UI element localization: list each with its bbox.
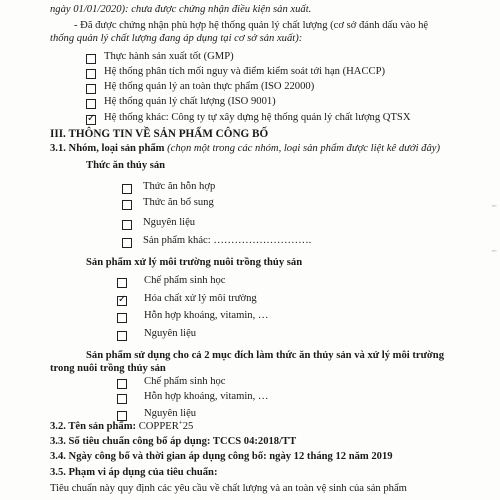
- env-label-raw: Nguyên liệu: [144, 328, 197, 339]
- qms-checkbox-iso22000[interactable]: [86, 84, 96, 94]
- s34-line: 3.4. Ngày công bố và thời gian áp dụng công bố: ngày 12 tháng 12 năm 2019: [50, 451, 393, 462]
- dual-checkbox-mineral[interactable]: [117, 394, 127, 404]
- dual-group-title-1: Sản phẩm sử dụng cho cả 2 mục đích làm thức ăn thủy sản và xử lý môi trường: [86, 350, 444, 361]
- dual-checkbox-raw[interactable]: [117, 411, 127, 421]
- env-checkbox-mineral[interactable]: [117, 313, 127, 323]
- intro-line-2-text: - Đã được chứng nhận phù hợp hệ thống quản lý chất lượng (cơ sở đánh dấu vào hệ: [74, 20, 429, 31]
- s32-line: [50, 418, 194, 433]
- qms-label-other: Hệ thống khác: Công ty tự xây dựng hệ thống quản lý chất lượng QTSX: [104, 112, 411, 123]
- qms-checkbox-other[interactable]: [86, 115, 96, 125]
- qms-label-iso22000: Hệ thống quản lý an toàn thực phẩm (ISO 22000): [104, 81, 315, 92]
- dual-checkbox-bio[interactable]: [117, 379, 127, 389]
- feed-label-raw: Nguyên liệu: [143, 217, 196, 228]
- s32-value: COPPER: [138, 421, 179, 432]
- env-label-mineral: Hỗn hợp khoáng, vitamin, …: [144, 310, 269, 321]
- dual-label-bio: Chế phẩm sinh học: [144, 376, 226, 387]
- feed-label-supplement: Thức ăn bổ sung: [143, 197, 214, 208]
- intro-line-2: [74, 20, 428, 32]
- env-checkbox-bio[interactable]: [117, 278, 127, 288]
- qms-label-iso9001: Hệ thống quản lý chất lượng (ISO 9001): [104, 96, 276, 107]
- qms-checkbox-gmp[interactable]: [86, 54, 96, 64]
- dual-label-raw: Nguyên liệu: [144, 408, 197, 419]
- feed-label-other: Sản phẩm khác: ……………………….: [143, 235, 312, 246]
- dual-group-title-2: trong nuôi trồng thủy sản: [50, 363, 166, 374]
- qms-checkbox-iso9001[interactable]: [86, 99, 96, 109]
- qms-checkbox-haccp[interactable]: [86, 69, 96, 79]
- env-checkbox-chemical[interactable]: [117, 296, 127, 306]
- qms-label-gmp: Thực hành sản xuất tốt (GMP): [104, 51, 234, 62]
- feed-checkbox-mixed[interactable]: [122, 184, 132, 194]
- qms-label-haccp: Hệ thống phân tích mối nguy và điểm kiểm soát tới hạn (HACCP): [104, 66, 386, 77]
- s31-label: 3.1. Nhóm, loại sản phẩm: [50, 143, 165, 154]
- feed-checkbox-raw[interactable]: [122, 220, 132, 230]
- env-group-title: Sản phẩm xử lý môi trường nuôi trồng thủy sản: [86, 257, 303, 268]
- s31-note: (chọn một trong các nhóm, loại sản phẩm được liệt kê dưới đây): [167, 143, 441, 154]
- intro-line-1: ngày 01/01/2020): chưa được chứng nhận điều kiện sản xuất.: [50, 4, 312, 15]
- s33-line: 3.3. Số tiêu chuẩn công bố áp dụng: TCCS 04:2018/TT: [50, 436, 297, 447]
- feed-checkbox-other[interactable]: [122, 238, 132, 248]
- margin-scan-mark-1: ⁞: [490, 205, 497, 207]
- env-label-chemical: Hóa chất xử lý môi trường: [144, 293, 257, 304]
- s32-sup: +: [178, 418, 183, 427]
- s35-text: Tiêu chuẩn này quy định các yêu cầu về chất lượng và an toàn vệ sinh của sản phẩm: [50, 483, 407, 494]
- s31-line: [50, 143, 440, 155]
- env-label-bio: Chế phẩm sinh học: [144, 275, 226, 286]
- s32-label: 3.2. Tên sản phẩm:: [50, 421, 137, 432]
- intro-line-3: thống quản lý chất lượng đang áp dụng tại cơ sở sản xuất):: [50, 33, 303, 44]
- feed-label-mixed: Thức ăn hỗn hợp: [143, 181, 216, 192]
- s35-line: 3.5. Phạm vi áp dụng của tiêu chuẩn:: [50, 467, 218, 478]
- section-3-title: III. THÔNG TIN VỀ SẢN PHẨM CÔNG BỐ: [50, 128, 269, 140]
- feed-group-title: Thức ăn thủy sản: [86, 160, 166, 171]
- s32-suffix: 25: [182, 421, 194, 432]
- feed-checkbox-supplement[interactable]: [122, 200, 132, 210]
- env-checkbox-raw[interactable]: [117, 331, 127, 341]
- margin-scan-mark-2: ⁞: [490, 250, 497, 252]
- dual-label-mineral: Hỗn hợp khoáng, vitamin, …: [144, 391, 269, 402]
